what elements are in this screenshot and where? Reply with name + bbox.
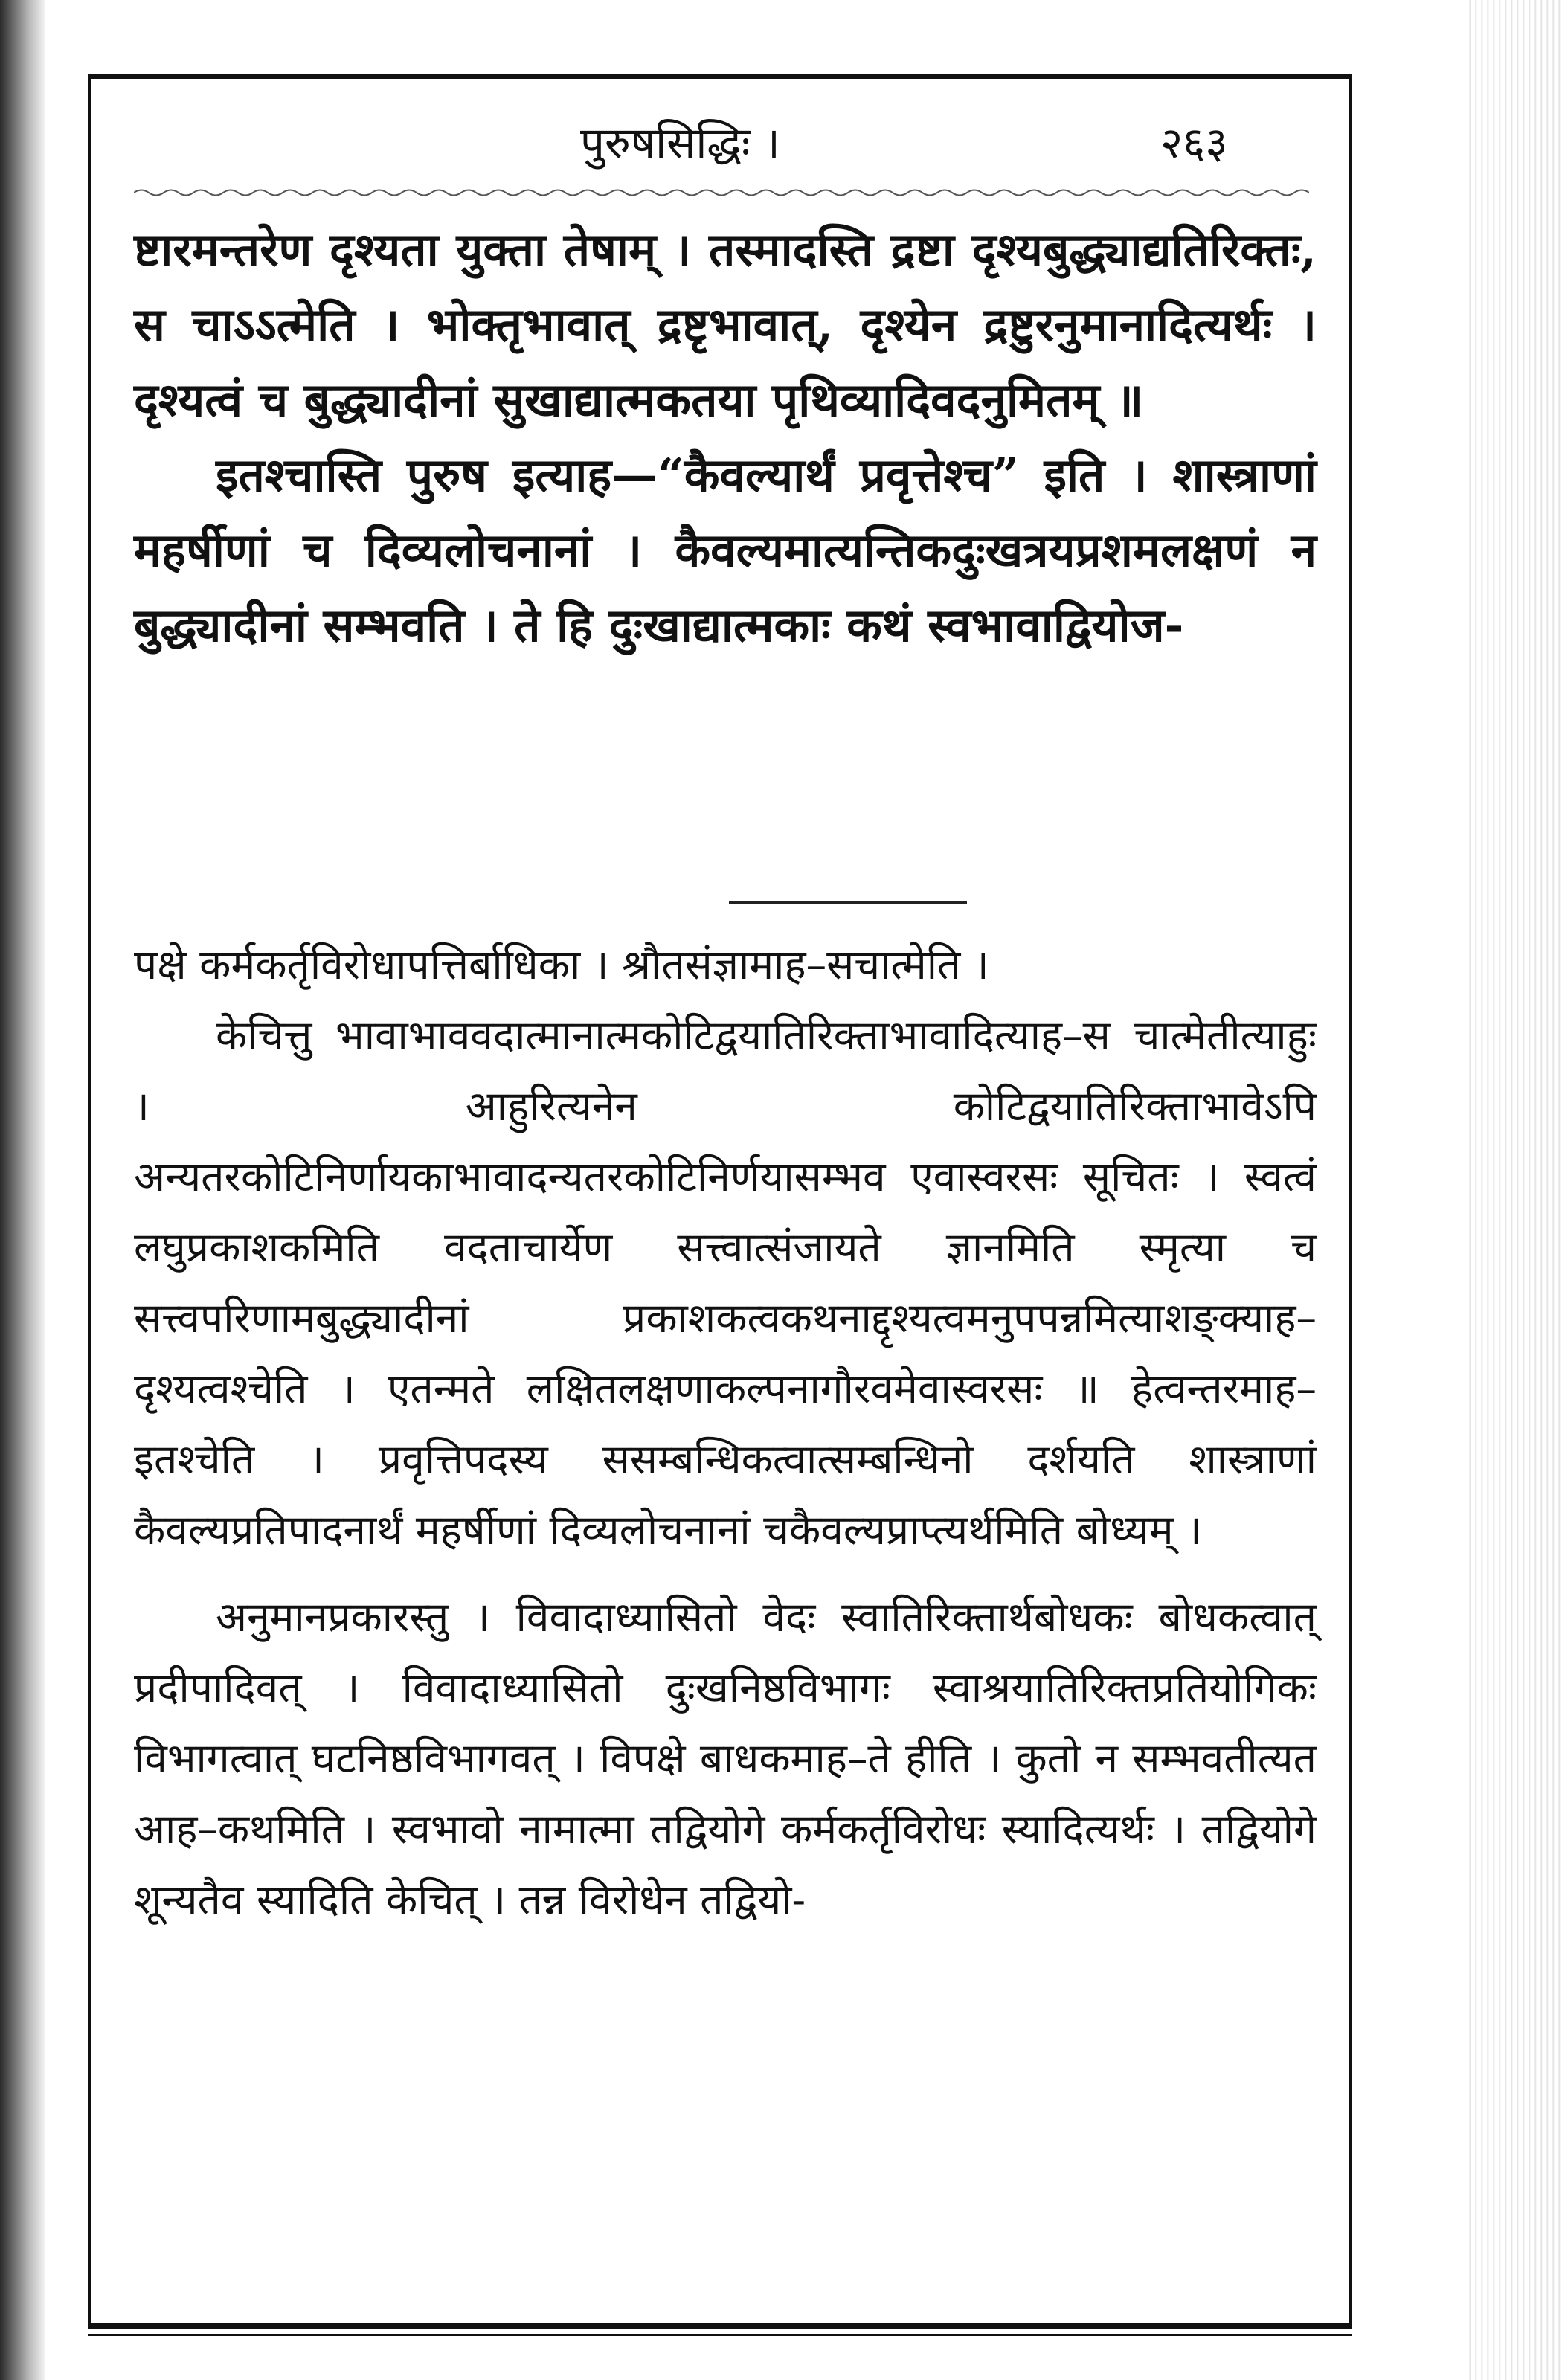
page-number: २६३ — [1160, 118, 1228, 168]
main-text — [134, 212, 1317, 663]
bottom-rule-thin — [88, 2334, 1352, 2336]
main-paragraph-2: इतश्चास्ति पुरुष इत्याह—“कैवल्यार्थं प्रवृत्तेश्च” इति । शास्त्राणां महर्षीणां च दिव्यलोचनानां । कैवल्यमात्यन्तिकदुःखत्रयप्रशमलक्षणं न बुद्ध्यादीनां सम्भवति । ते हि दुःखाद्यात्मकाः कथं स्वभावाद्वियोज- — [134, 448, 1317, 652]
running-title: पुरुषसिद्धिः । — [580, 118, 780, 168]
section-divider — [729, 901, 967, 904]
top-rule — [88, 74, 1352, 79]
page-edge-stack — [1465, 0, 1562, 2380]
commentary-paragraph-3: अनुमानप्रकारस्तु । विवादाध्यासितो वेदः स्वातिरिक्तार्थबोधकः बोधकत्वात् प्रदीपादिवत् । विवादाध्यासितो दुःखनिष्ठविभागः स्वाश्रयातिरिक्तप्रतियोगिकः विभागत्वात् घटनिष्ठविभागवत् । विपक्षे बाधकमाह–ते हीति । कुतो न सम्भवतीत्यत आह–कथमिति । स्वभावो नामात्मा तद्वियोगे कर्मकर्तृविरोधः स्यादित्यर्थः । तद्वियोगे शून्यतैव स्यादिति केचित् । तन्न विरोधेन तद्वियो- — [134, 1593, 1317, 1923]
main-paragraph-1: ष्टारमन्तरेण दृश्यता युक्ता तेषाम् । तस्मादस्ति द्रष्टा दृश्यबुद्ध्याद्यतिरिक्तः, स चाऽऽत्मेति । भोक्तृभावात् द्रष्टृभावात्, दृश्येन द्रष्टुरनुमानादित्यर्थः । दृश्यत्वं च बुद्ध्यादीनां सुखाद्यात्मकतया पृथिव्यादिवदनुमितम् ॥ — [134, 222, 1317, 427]
commentary-paragraph-1: पक्षे कर्मकर्तृविरोधापत्तिर्बाधिका । श्रौतसंज्ञामाह–सचात्मेति । — [134, 941, 989, 988]
bottom-rule — [88, 2323, 1352, 2329]
commentary-paragraph-2: केचित्तु भावाभाववदात्मानात्मकोटिद्वयातिरिक्ताभावादित्याह–स चात्मेतीत्याहुः । आहुरित्यनेन कोटिद्वयातिरिक्ताभावेऽपि अन्यतरकोटिनिर्णायकाभावादन्यतरकोटिनिर्णयासम्भव एवास्वरसः सूचितः । स्वत्वं लघुप्रकाशकमिति वदताचार्येण सत्त्वात्संजायते ज्ञानमिति स्मृत्या च सत्त्वपरिणामबुद्ध्यादीनां प्रकाशकत्वकथनाद्दृश्यत्वमनुपपन्नमित्याशङ्क्याह–दृश्यत्वश्चेति । एतन्मते लक्षितलक्षणाकल्पनागौरवमेवास्वरसः ॥ हेत्वन्तरमाह–इतश्चेति । प्रवृत्तिपदस्य ससम्बन्धिकत्वात्सम्बन्धिनो दर्शयति शास्त्राणां कैवल्यप्रतिपादनार्थं महर्षीणां दिव्यलोचनानां चकैवल्यप्राप्त्यर्थमिति बोध्यम् । — [134, 1012, 1317, 1554]
wavy-divider — [134, 186, 1309, 199]
commentary-text — [134, 930, 1317, 1935]
book-binding-shadow — [0, 0, 45, 2380]
